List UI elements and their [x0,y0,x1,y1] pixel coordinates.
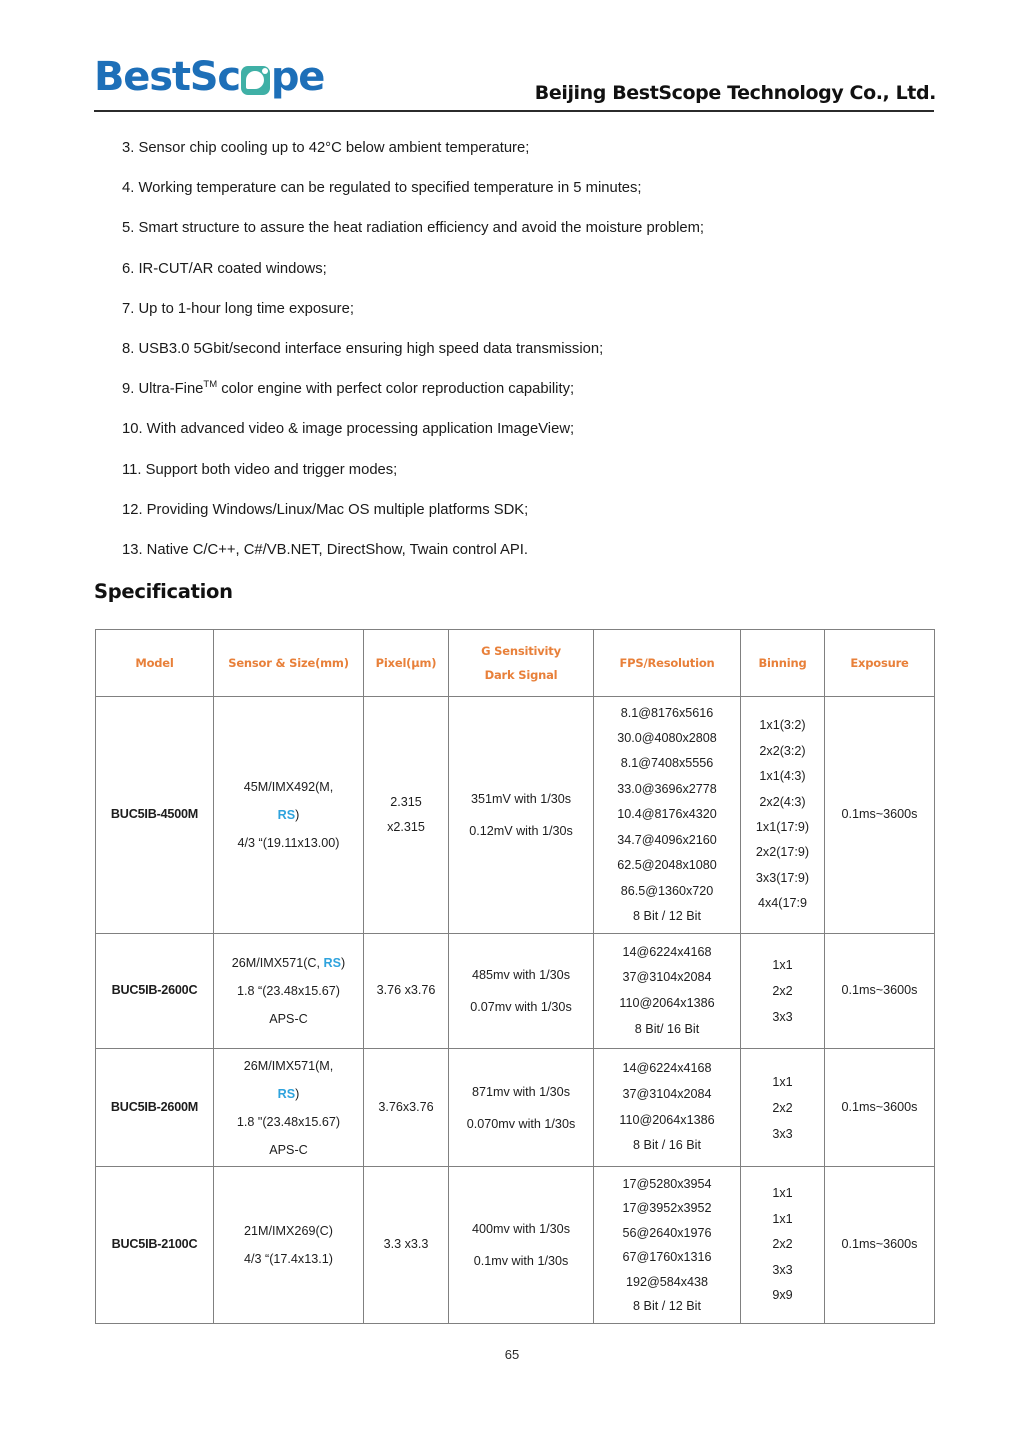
cell-exposure: 0.1ms~3600s [825,1167,935,1324]
feature-item-8: 8. USB3.0 5Gbit/second interface ensuring high speed data transmission; [122,341,604,358]
binning-line: 1x1 [772,958,793,972]
fps-line: 62.5@2048x1080 [617,858,717,873]
logo-text-before: BestSc [94,54,240,100]
g-sensitivity-value: 485mv with 1/30s [471,968,570,982]
bit-depth-line: 8 Bit / 12 Bit [633,908,701,923]
cell-pixel [364,697,449,934]
sensor-line-3: APS-C [269,1012,308,1026]
fps-line: 56@2640x1976 [622,1225,712,1240]
header-divider [94,110,934,112]
dark-signal-value: 0.07mv with 1/30s [470,1000,572,1014]
feature-item-13: 13. Native C/C++, C#/VB.NET, DirectShow, Twain control API. [122,542,528,559]
g-sensitivity-value: 400mv with 1/30s [471,1222,570,1236]
table-row [96,697,935,934]
sensor-line-3: 4/3 “(19.11x13.00) [237,836,340,850]
binning-line: 2x2(3:2) [759,743,806,758]
fps-line: 86.5@1360x720 [620,883,714,898]
fps-line: 10.4@8176x4320 [617,807,717,822]
sensor-line-1: 26M/IMX571(M, [243,1058,334,1073]
fps-line: 17@3952x3952 [622,1201,712,1215]
cell-g-sensitivity [449,697,594,934]
feature-item-9 [122,369,942,409]
bit-depth-line: 8 Bit / 16 Bit [633,1138,701,1153]
binning-line: 2x2 [772,1100,793,1115]
binning-line: 2x2(17:9) [755,845,810,860]
specification-table [95,629,935,1324]
pixel-line-1: 2.315 [390,794,422,809]
table-row [96,934,935,1049]
cell-g-sensitivity [449,934,594,1049]
fps-line: 17@5280x3954 [622,1176,712,1191]
table-row [96,1167,935,1324]
cell-model: BUC5IB-2600M [96,1049,214,1167]
droplet-dot [262,68,268,74]
fps-line: 110@2064x1386 [619,1112,715,1127]
cell-pixel: 3.3 x3.3 [364,1167,449,1324]
fps-line: 67@1760x1316 [622,1250,712,1264]
binning-line: 3x3 [772,1010,793,1024]
cell-model: BUC5IB-4500M [96,697,214,934]
sensor-line-2 [217,801,360,829]
column-header-fps-resolution: FPS/Resolution [594,630,741,697]
sensor-line-4: APS-C [269,1142,308,1157]
sensor-line-1 [217,949,360,977]
cell-pixel: 3.76x3.76 [364,1049,449,1167]
specification-heading: Specification [94,580,233,603]
feature-item-12: 12. Providing Windows/Linux/Mac OS multiple platforms SDK; [122,501,529,518]
cell-model: BUC5IB-2100C [96,1167,214,1324]
cell-exposure: 0.1ms~3600s [825,934,935,1049]
cell-binning [741,1167,825,1324]
table-header-row [96,630,935,697]
binning-line: 3x3(17:9) [755,870,810,885]
logo-text-after: pe [270,54,325,100]
binning-line: 1x1 [772,1211,793,1226]
feature-9-prefix: 9. Ultra-Fine [122,381,204,398]
binning-line: 1x1(17:9) [755,820,810,834]
column-header-g-sensitivity-line1: G Sensitivity [481,644,561,658]
trademark-superscript: TM [203,379,218,391]
dark-signal-value: 0.070mv with 1/30s [466,1116,576,1131]
column-header-sensor-size: Sensor & Size(mm) [214,630,364,697]
feature-item-11: 11. Support both video and trigger modes; [122,461,398,478]
binning-line: 2x2 [772,984,793,998]
bit-depth-line: 8 Bit/ 16 Bit [634,1021,700,1036]
feature-9-suffix: color engine with perfect color reproduction capability; [217,381,575,398]
column-header-dark-signal-line2: Dark Signal [484,668,558,682]
fps-line: 110@2064x1386 [619,996,715,1010]
feature-item-5: 5. Smart structure to assure the heat radiation efficiency and avoid the moisture problem; [122,220,705,237]
binning-line: 3x3 [772,1126,793,1141]
feature-item-6: 6. IR-CUT/AR coated windows; [122,260,327,277]
sensor-line-2-post: ) [295,1086,300,1101]
g-sensitivity-value: 871mv with 1/30s [471,1084,570,1099]
sensor-line-1-pre: 26M/IMX571(C, [231,956,324,970]
sensor-line-3: 1.8 "(23.48x15.67) [236,1114,341,1129]
rs-label: RS [277,808,296,822]
fps-line: 33.0@3696x2778 [617,781,717,796]
sensor-line-2: 1.8 “(23.48x15.67) [237,984,340,998]
fps-line: 37@3104x2084 [622,1086,712,1101]
binning-line: 1x1(3:2) [759,718,806,733]
bestscope-droplet-icon [241,66,270,95]
column-header-binning: Binning [741,630,825,697]
column-header-g-sensitivity [449,630,594,697]
feature-item-7: 7. Up to 1-hour long time exposure; [122,300,354,317]
sensor-line-1-post: ) [340,956,346,970]
cell-exposure: 0.1ms~3600s [825,697,935,934]
feature-item-10: 10. With advanced video & image processing application ImageView; [122,421,575,438]
binning-line: 1x1(4:3) [759,769,806,784]
column-header-model: Model [96,630,214,697]
binning-line: 9x9 [772,1288,793,1303]
sensor-line-2 [217,1080,360,1108]
sensor-line-1: 21M/IMX269(C) [244,1224,333,1238]
cell-sensor-size [214,1049,364,1167]
binning-line: 1x1 [772,1186,793,1201]
cell-fps-resolution [594,697,741,934]
cell-fps-resolution [594,1049,741,1167]
rs-label: RS [277,1086,296,1101]
cell-g-sensitivity [449,1167,594,1324]
cell-fps-resolution [594,934,741,1049]
binning-line: 2x2 [772,1237,793,1252]
fps-line: 37@3104x2084 [622,970,712,985]
cell-pixel: 3.76 x3.76 [364,934,449,1049]
fps-line: 14@6224x4168 [622,1061,712,1076]
binning-line: 2x2(4:3) [759,794,806,809]
feature-list [122,128,942,570]
pixel-line-2: x2.315 [387,820,425,834]
fps-line: 34.7@4096x2160 [617,832,717,847]
company-name: Beijing BestScope Technology Co., Ltd. [534,82,936,104]
sensor-line-2: 4/3 “(17.4x13.1) [244,1252,333,1266]
fps-line: 8.1@7408x5556 [620,756,714,771]
cell-binning [741,1049,825,1167]
cell-model: BUC5IB-2600C [96,934,214,1049]
column-header-exposure: Exposure [825,630,935,697]
feature-item-3: 3. Sensor chip cooling up to 42°C below ambient temperature; [122,140,530,156]
cell-g-sensitivity [449,1049,594,1167]
dark-signal-value: 0.1mv with 1/30s [473,1254,569,1268]
page-header [0,0,1024,116]
sensor-line-2-post: ) [295,808,300,822]
cell-exposure: 0.1ms~3600s [825,1049,935,1167]
bestscope-logo [94,54,324,100]
cell-fps-resolution [594,1167,741,1324]
binning-line: 4x4(17:9 [757,896,807,911]
cell-sensor-size [214,934,364,1049]
page-number: 65 [504,1347,520,1362]
fps-line: 192@584x438 [625,1274,709,1289]
binning-line: 3x3 [772,1262,793,1277]
sensor-line-1: 45M/IMX492(M, [243,780,334,794]
cell-sensor-size [214,697,364,934]
binning-line: 1x1 [772,1074,793,1089]
cell-binning [741,934,825,1049]
bit-depth-line: 8 Bit / 12 Bit [633,1299,701,1313]
cell-sensor-size [214,1167,364,1324]
table-row [96,1049,935,1167]
feature-item-4: 4. Working temperature can be regulated to specified temperature in 5 minutes; [122,180,642,197]
fps-line: 14@6224x4168 [622,944,712,959]
g-sensitivity-value: 351mV with 1/30s [470,792,572,806]
dark-signal-value: 0.12mV with 1/30s [469,824,573,838]
column-header-pixel: Pixel(μm) [364,630,449,697]
fps-line: 8.1@8176x5616 [620,705,714,720]
cell-binning [741,697,825,934]
rs-label: RS [323,956,341,970]
fps-line: 30.0@4080x2808 [617,731,717,746]
droplet-shape [246,71,264,89]
